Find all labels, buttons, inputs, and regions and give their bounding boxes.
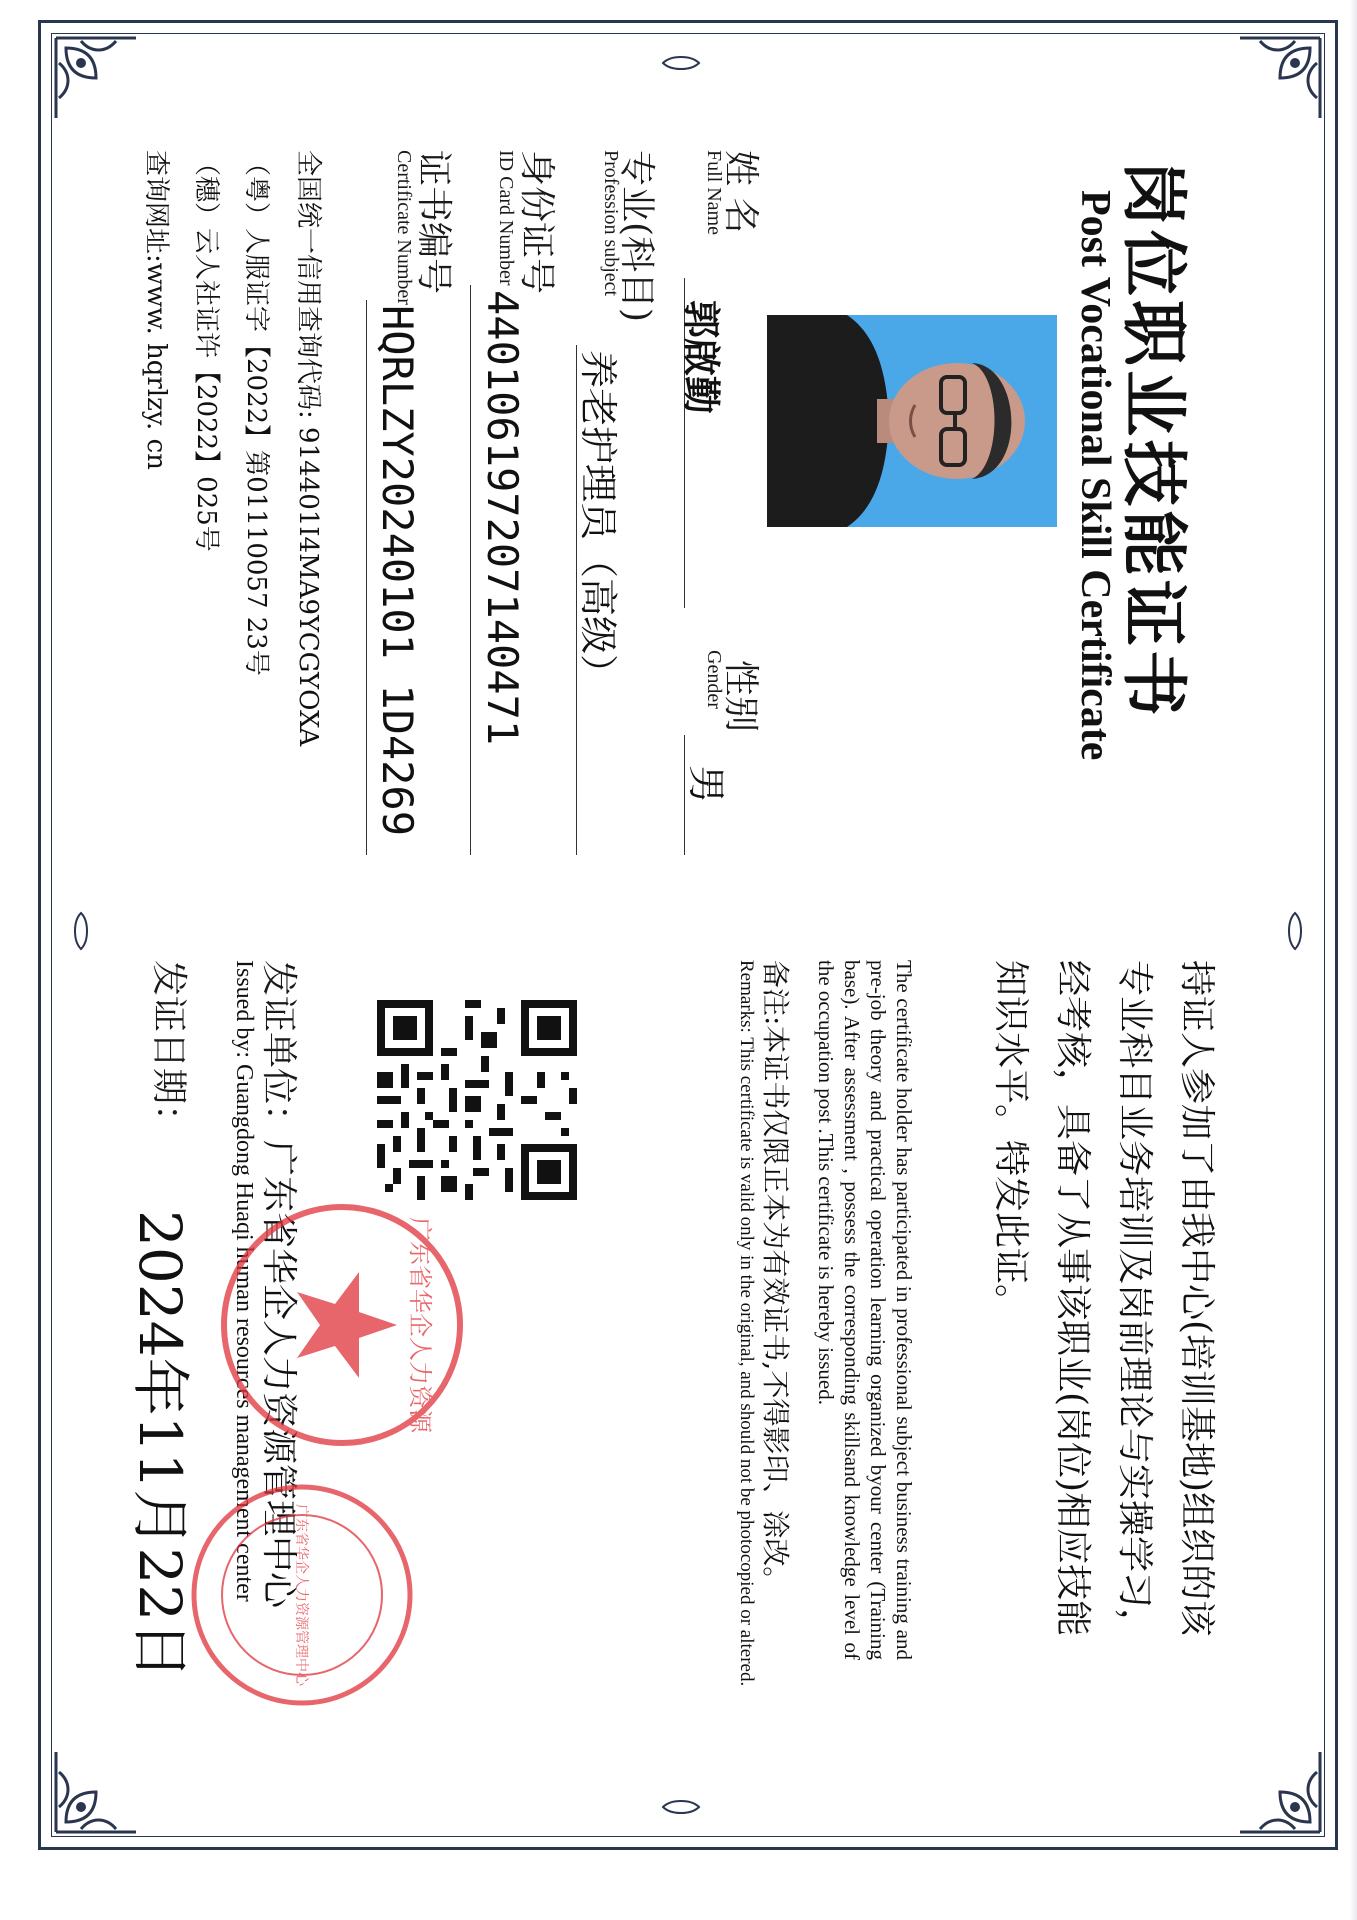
- id-label-zh: 身份证号: [516, 150, 557, 295]
- cert-number-label-en: Certificate Number: [393, 150, 415, 305]
- id-label-en: ID Card Number: [495, 150, 517, 286]
- permit-line-2: （穗）云人社证许【2022】025号: [191, 150, 221, 552]
- certificate-title-zh: 岗位职业技能证书: [1115, 160, 1193, 720]
- certificate-title-en: Post Vocational Skill Certificate: [1072, 190, 1118, 761]
- profession-label-en: Profession subject: [600, 150, 622, 297]
- profession-value: 养老护理员（高级）: [576, 350, 620, 693]
- cert-number-underline: [366, 300, 367, 855]
- query-url-line: 查询网址:www. hqrlzy. cn: [141, 150, 171, 470]
- seal-text-2: 广东省华企人力资源管理中心: [293, 1504, 309, 1686]
- statement-en: The certificate holder has participated in professional subject business training and pre-job theory and practical operation learning organized byour center (Training base). After assessment , possess the corresponding skillsand knowledge level of the occupation post .This certificate is hereby issued.: [814, 960, 916, 1660]
- name-label-zh: 姓 名: [720, 150, 761, 234]
- credit-code-line: 全国统一信用查询代码: 914401I4MA9YCGYOXA: [293, 150, 323, 747]
- statement-zh: 持证人参加了由我中心(培训基地)组织的该专业科目业务培训及岗前理论与实操学习，经考核，具备了从事该职业(岗位)相应技能知识水平。特发此证。: [990, 960, 1217, 1645]
- remarks-en: Remarks: This certificate is valid only in the original, and should not be photocopied or altered.: [736, 960, 757, 1687]
- gender-label-en: Gender: [703, 650, 725, 709]
- qr-code-icon: [377, 1000, 577, 1200]
- profession-label-zh: 专业(科目): [616, 150, 657, 323]
- portrait-icon: [767, 315, 1057, 527]
- holder-photo: [767, 315, 1057, 527]
- permit-line-1: （粤）人服证字【2022】第01110057 23号: [241, 150, 271, 676]
- issuer-label: 发证单位：: [258, 960, 299, 1141]
- second-seal-icon: [187, 1480, 417, 1710]
- seal-text-1: 广东省华企人力资源: [406, 1217, 434, 1433]
- issuer-en: Issued by: Guangdong Huaqi human resources management center: [231, 960, 257, 1602]
- official-seal-icon: [217, 1200, 467, 1450]
- gender-value: 男: [684, 765, 728, 804]
- gender-label-zh: 性别: [720, 660, 761, 733]
- id-underline: [470, 285, 471, 855]
- issuer-name: 广东省华企人力资源管理中心: [258, 1140, 299, 1609]
- cert-number-value: HQRLZY20240101 1D4269: [373, 305, 422, 837]
- name-value: 郭啟勤: [679, 300, 724, 415]
- name-label-en: Full Name: [703, 150, 725, 235]
- cert-number-label-zh: 证书编号: [413, 150, 454, 295]
- issue-date-label: 发证日期：: [148, 960, 189, 1141]
- id-value: 440106197207140471: [478, 290, 527, 746]
- remarks-zh: 备注:本证书仅限正本为有效证书,不得影印、涂改。: [759, 960, 792, 1595]
- issue-date-value: 2024年11月22日: [126, 1210, 194, 1680]
